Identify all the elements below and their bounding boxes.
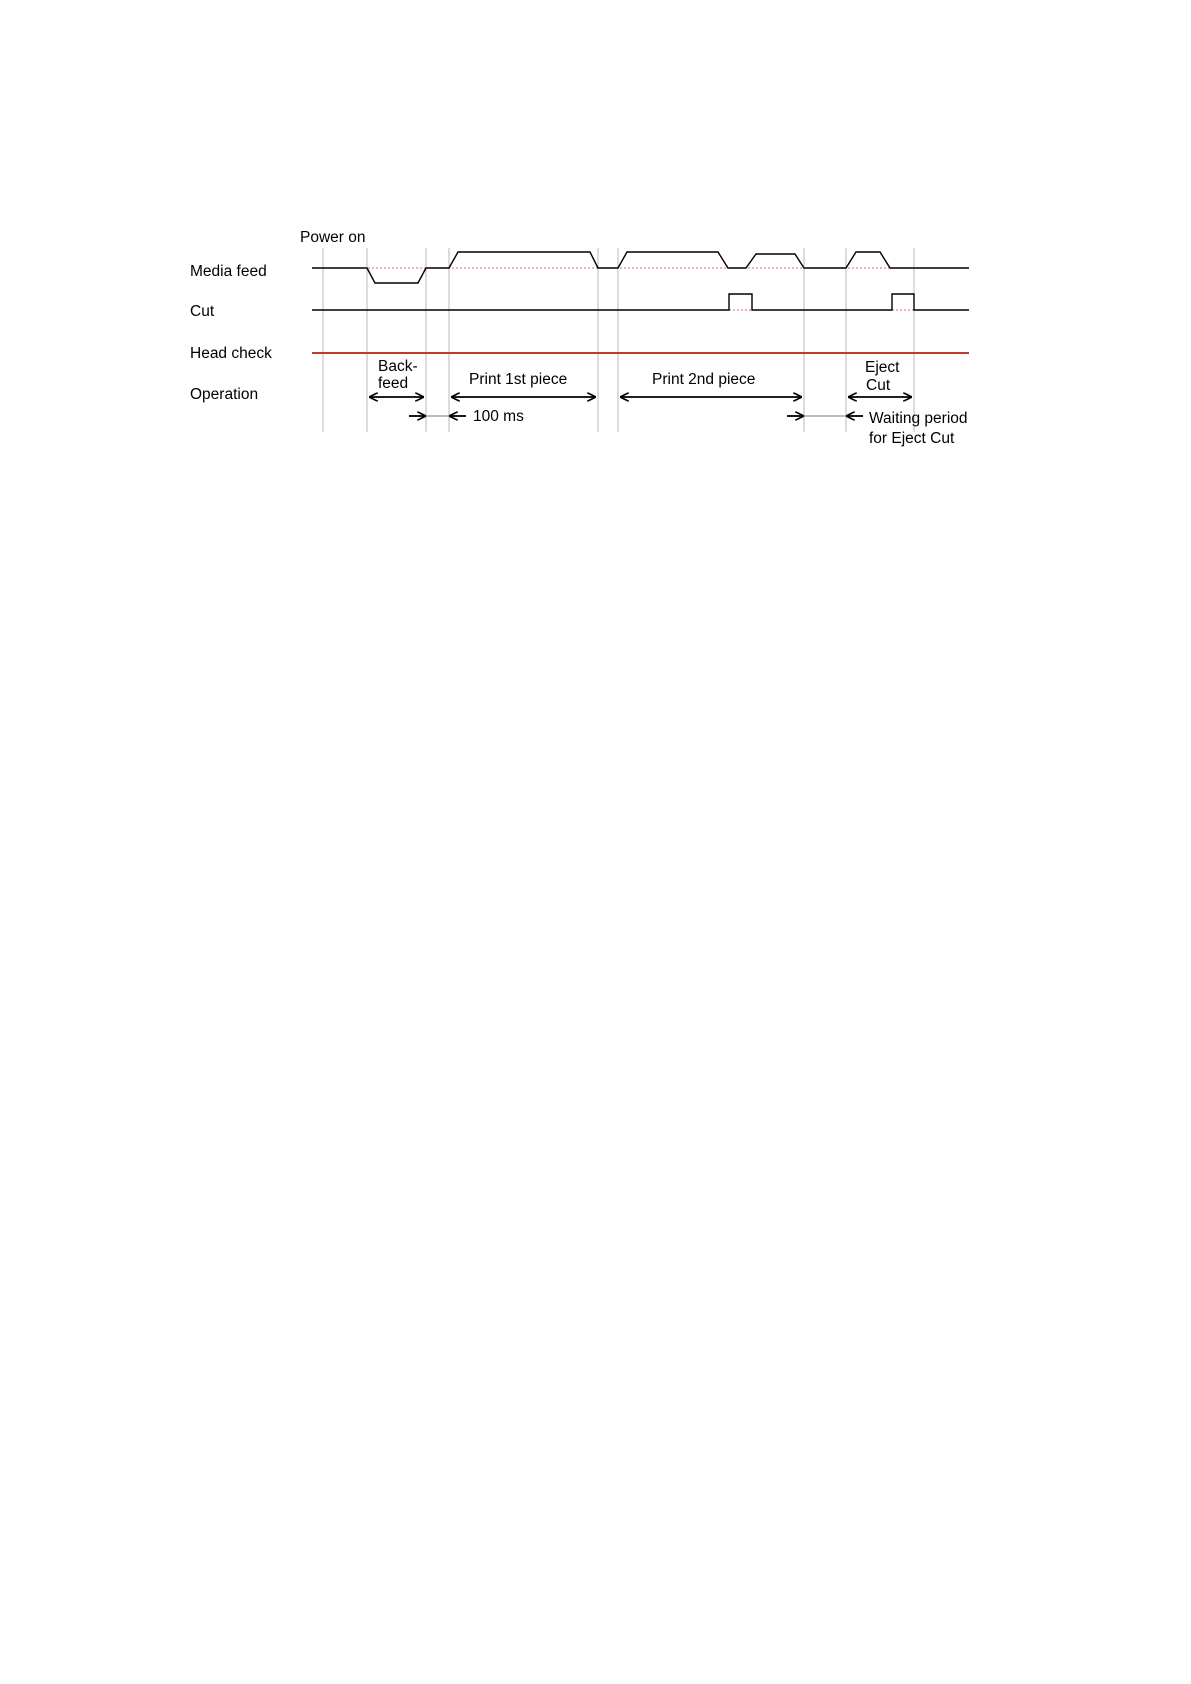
cut-waveform (312, 294, 969, 310)
media-feed-label: Media feed (190, 263, 267, 280)
timing-grid (323, 248, 914, 432)
head-check-label: Head check (190, 345, 272, 362)
eject-cut-label-line1: Eject (865, 359, 900, 376)
cut-label: Cut (190, 303, 215, 320)
waiting-period-label-line2: for Eject Cut (869, 430, 955, 447)
waiting-period-label-line1: Waiting period (869, 410, 968, 427)
eject-cut-label-line2: Cut (866, 377, 891, 394)
delay-100ms-label: 100 ms (473, 408, 524, 425)
power-on-label: Power on (300, 229, 366, 246)
print-1st-piece-label: Print 1st piece (469, 371, 568, 388)
backfeed-label-line2: feed (378, 375, 409, 392)
operation-label: Operation (190, 386, 259, 403)
print-2nd-piece-label: Print 2nd piece (652, 371, 756, 388)
backfeed-label-line1: Back- (378, 358, 418, 375)
